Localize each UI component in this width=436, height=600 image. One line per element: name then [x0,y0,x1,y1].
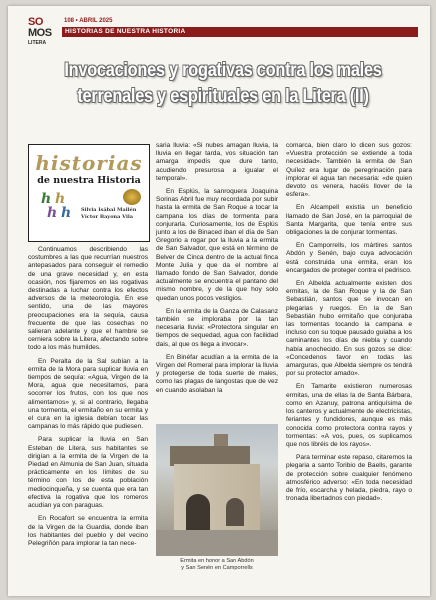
paragraph: En Binéfar acudían a la ermita de la Virgen del Romeral para implorar la lluvia y protegerse de toda suerte de males, como las plagas de langostas que de vez en cuando asolaban la [156,353,278,394]
authors [81,207,147,221]
paragraph: saria lluvia: «Si nubes amagan lluvia, la lluvia en llegar tarda, vos situación tan amarga impedís que dure tanto, acudiendo presurosa a igualar el temporal». [156,142,278,182]
paragraph: En Camporrells, los mártires santos Abdón y Senén, bajo cuya advocación está construida una ermita, eran los encargados de proteger contra el pedrisco. [286,242,412,274]
paragraph: En Rocafort se encuentra la ermita de la Virgen de la Guardia, donde iban los habitantes del pueblo y del vecino Pelegriñón para implorar la tan nece- [28,515,148,547]
seal-icon [123,189,141,205]
column-logo-box [28,144,150,242]
text-column-2 [156,142,278,400]
column-logo-word1: historias [35,151,143,175]
title-line-2: terrenales y espirituales en la Litera (II) [77,86,369,107]
paragraph: En la ermita de la Ganza de Calasanz también se imploraba por la tan necesaria lluvia: «Protectora singular en tiempos de sequedad, agua con facilidad dais, al que os llega a invocar». [156,307,278,348]
paragraph: Para suplicar la lluvia en San Esteban de Litera, sus habitantes se dirigían a la ermita de la Virgen de la Piedad en Almunia de San Juan, situada prácticamente en los límites de su término con los de esta población mediocinqueña, y se cuenta que era tan efectiva la rogativa que los romeros acudían ya con paraguas. [28,436,148,510]
paragraph: En Peralta de la Sal subían a la ermita de la Mora para suplicar lluvia en tiempos de sequía: «Agua, Virgen de la Mora, agua que necesitamos, para socorrer los frutos, con los que nos alimentamos» y, si al contrario, llegaba una tormenta, el ermitaño en su ermita y el cura en la iglesia debían tocar las campanas lo más rápido que pudiesen. [28,357,148,431]
text-column-1 [28,246,148,553]
arch-shape [226,498,244,526]
caption-line-2: y San Senén en Camporrells [181,565,253,571]
section-title: HISTORIAS DE NUESTRA HISTORIA [65,28,186,35]
magazine-logo [28,16,58,48]
article-title [28,58,418,110]
photo-caption [156,558,278,572]
decorative-letters-icon: h h h h [41,191,72,221]
title-line-1: Invocaciones y rogativas contra los males [64,60,382,81]
paragraph: En Alcampell existía un beneficio llamado de San José, en la parroquial de Santa Margarita, que tenía entre sus obligaciones la de conjurar tormentas. [286,204,412,237]
paragraph: En Albelda actualmente existen dos ermitas, la de San Roque y la de San Sebastián, santos que se invocan en plegarias y ruegos. En la de San Sebastián hubo ermitaño que conjuraba las tormentas tocando la campana e incluso con su toque pausado guiaba a los caminantes los días de niebla y cuando había anochecido. En sus gozos se dice: «Concedenos favor en todas las amarguras, que Albelda siempre os tendrá por su protector amado». [286,280,412,378]
paragraph: En Esplús, la sanroquera Joaquina Sorinas Abril fue muy recordada por subir hasta la ermita de San Roque a tocar la campana los días de tormenta para conjurarla. Curiosamente, los de Esplús junto a los de Binaced iban el día de San Gregorio a rogar por la lluvia a la ermita de San Salvador, que está en término de Belver de Cinca dentro de la actual finca Monte Julia y que da el nombre al llamado fondo de San Salvador, donde actualmente se encuentra el pantano del mismo nombre, y de la que hoy solo quedan unos pocos vestigios. [156,188,278,302]
logo-mid-text: MOS [28,27,52,39]
page-header [28,16,418,44]
hermitage-photo [156,424,278,556]
caption-line-1: Ermita en honor a San Abdón [180,558,254,564]
paragraph: comarca, bien claro lo dicen sus gozos: «Vuestra protección se extiende a toda necesidad». También la ermita de San Quílez era lugar de peregrinación para implorar el agua tan necesaria: «de quien devoto os venera, hacéis llover de la esfera». [286,142,412,199]
logo-top-text: SO [28,16,43,28]
logo-sub-text: LITERA [28,40,47,46]
issue-info: 108 • ABRIL 2025 [64,18,113,24]
paragraph: Continuamos describiendo las costumbres a las que recurrían nuestros antepasados para conseguir el remedio de una grave necesidad y, en esta ocasión, nos fijaremos en las rogativas destinadas a luchar contra los efectos adversos de la meteorología. En ese sentido, una de las mayores preocupaciones era la sequía, causa frecuente de que las cosechas no salieran adelante y que el hambre se cerniera sobre la Litera, afectando sobre todo a los más humildes. [28,246,148,352]
magazine-page [8,6,430,596]
roof-shape [170,446,250,466]
doorway-shape [186,494,210,530]
section-bar [62,27,418,37]
column-logo-word2: de nuestra Historia [37,175,141,186]
paragraph: Para terminar este repaso, citaremos la plegaria a santo Toribio de Baells, garante de protección sobre cualquier fenómeno atmosférico adverso: «En toda necesidad de frío, escarcha y helada, piedra, rayo o tronada libertadnos con piedad». [286,454,412,503]
author-1: Silvia Isábal Mallén [81,207,137,213]
paragraph: En Tamarite existieron numerosas ermitas, una de ellas la de Santa Bárbara, como en Azanuy, patrona antiquísima de los canteros y actualmente de electricistas, feriantes y fundidores, aunque es más conocida como protectora contra rayos y tormentas: «A vos, pues, os suplicamos que nos libréis de los rayos». [286,383,412,448]
author-2: Víctor Bayona Vila [81,214,133,220]
ground-shape [156,530,278,556]
text-column-3 [286,142,412,508]
